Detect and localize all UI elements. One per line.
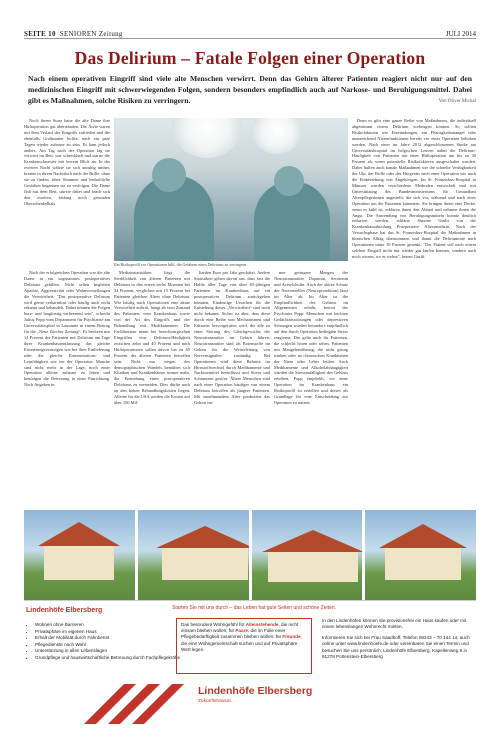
- article-column-4: [274, 270, 348, 506]
- surgery-photo: [114, 118, 348, 261]
- article-column-2: [114, 270, 190, 506]
- ad-photo-strip: [24, 510, 476, 600]
- brand-chevron-icon: [84, 676, 194, 724]
- surgical-lamp: [252, 118, 302, 154]
- list-item: • Unterstützung in allen Lebenslagen: [35, 648, 183, 655]
- advertisement: [24, 600, 476, 726]
- surgeon-head: [274, 166, 304, 196]
- ad-subbrand: Zukunftshäuser.: [198, 699, 233, 704]
- house-photo: [24, 510, 135, 600]
- list-item: • Privatsphäre im eigenen Haus: [35, 629, 183, 636]
- article-column-5: [352, 118, 476, 506]
- paragraph: liarden Euro pro Jahr geschätzt. Andere Statistiken gehen davon aus, dass fast die Hälfte aller Tage von über 65-jährigen Patienten im Krankenhaus auf ein postoperatives Delirium zurückgehen könnten. Eindeutige Ursachen für die Entstehung dieser „Verwirrtheit“ sind noch nicht bekannt. Sicher ist aber, dass diese durch eine Reihe von Mechanismen und Faktoren hervorgerufen wird, die alle zu einer Störung des Gleichgewichts der Neurotransmitter im Gehirn führen. Neurotransmitter sind als Botenstoffe im Gehirn für die Weiterleitung von Nervensignalen zuständig. Bei Operationen wird diese Balance im Hirnstoffwechsel durch Medikamente und Narkosemittel beeinflusst und Stress und Schmerzen gestört. Ältere Menschen sind nach einer Operation häufiger von einem Delirium betroffen als jüngere Patienten. Mit zunehmendem Alter produziert das Gehirn im-: [194, 270, 270, 405]
- article-title: Das Delirium – Fatale Folgen einer Operation: [74, 48, 426, 68]
- article-column-1: [24, 270, 110, 506]
- surgical-lamp: [172, 118, 242, 158]
- list-item: • Pflegedienste nach Wahl: [35, 642, 183, 649]
- box-highlight: Alleinstehende: [245, 622, 279, 627]
- list-item: • Grundpflege und hauswirtschaftliche Betreuung durch Fachpflegekräfte: [35, 655, 183, 662]
- box-text: , die im Falle einer Pflegebedürftigkeit zusammen bleiben wollen; für: [181, 628, 286, 640]
- article-column-1-top: [24, 118, 110, 261]
- surgeon-head: [152, 158, 186, 192]
- box-highlight: Paare: [235, 628, 248, 634]
- house-photo: [138, 510, 249, 600]
- paragraph: Nach der erfolgreichen Operation war die alte Dame in ein sogenanntes postoperatives Delirium gefallen. Nicht selten begleiten Apathie, Aggressivität oder Wahnvorstellungen die Verwirrtheit. "Das postoperative Delirium wird gerne verharmlost oder häufig auch nicht erkannt und behandelt. Dabei können die Folgen kurz- und langfristig verheerend sein", schreibt Julius Popp vom Department für Psychiatrie am Universitätsspital in Lausanne in einem Beitrag für die „Neue Zürcher Zeitung“. Es besitzen nur 14 Prozent der Patienten mit Delirium am Tage ihrer Krankenhausentlassung das gleiche Erinnerungsvermögen wie bei ihrer Einlieferung oder die gleiche Konzentrations- und Lernfähigkeit wie vor der Operation. Manche sind nicht mehr in der Lage, noch einer Operation alleine zuhause zu leben und benötigen die Betreuung in einer Einrichtung. Nach Angaben in: [24, 270, 110, 388]
- article-byline: Von Oliver Michal: [438, 99, 476, 104]
- ad-brand: Lindenhöfe Elbersberg: [198, 685, 313, 697]
- box-highlight: Freunde: [282, 634, 301, 640]
- publication-name: SENIOREN Zeitung: [59, 30, 123, 38]
- paragraph: Noch ihrem Sturz hatte die alte Dame ihre Hüftoperation gut überstanden. Die Ärzte waren mit dem Verlauf des Eingriffs zufrieden und die ebenfalls Großmutter hoffte, nach ein paar Tagen wieder zuhause zu sein. Es kam jedoch anders. Am Tag nach der Operation lag sie verwirrt im Bett, war schreckhaft und starrte die Krankenschwester mit leerem Blick an. In der zweiten Nacht wälzte sie sich unruhig umher, kramte in ihrem Nachttisch nach der Brille, ohne sie zu finden, hörte Stimmen und bedrohliche Gestalten begannen sie zu verfolgen. Die Dame floh aus dem Bett, stürzte dabei und brach sich den zweiten, bislang noch gesunden Oberschenkelhals.: [24, 118, 110, 206]
- paragraph: Denn es gibt eine ganze Reihe von Maßnahmen, die individuell abgestimmt einem Delirium vorbeugen können. So sollten Risikofaktoren wie Entzündungen, ein Flüssigkeitsmangel oder unzureichend Nierenfunktionen bereits vor einer Operation behoben werden. Nach einer im Jahre 2012 abgeschlossenen Studie am Universitätshospital im belgischen Leuven nahm die Delirium-Häufigkeit von Patienten mit einer Hüftoperation um bis zu 30 Prozent ab, wenn potentielle Risikofaktoren ausgeschaltet wurden. Dabei halfen auch banale Maßnahmen wie die schnelle Verfügbarkeit der Uhr, der Brille oder des Hörgeräts nach einer Operation wie auch die Einbeziehung von Angehörigen. Im St. Franziskus-Hospital in Münster wurden verschiedene Methoden entwickelt und mit Unterstützung des Bundesministeriums für Gesundheit Altenpflegerinnen angestellt, die sich vor, während und nach einer Operation um die Patienten kümmern. Sie bringen ihnen eine Decke, wenn es kühl ist, erklären ihnen den Ablauf und nehmen ihnen die Angst. Die Anwendung von Beruhigungsmitteln konnte deutlich reduziert werden, erklärte Simone Gurlit von der Krankenhausabteilung Präoperative Altersmedizin. Nach der Versuchsphase hat das St. Franziskus-Hospital die Maßnahmen in klinischen Alltag übernommen und damit die Deliriumrate nach Operationen unter 10 Prozent gesenkt. "Der Patient soll nach einem solchen Eingriff nicht nur wieder gut laufen können, sondern auch noch wissen, wo er wohnt", betont Gurlit.: [352, 118, 476, 259]
- page-header: [24, 26, 476, 39]
- house-photo: [252, 510, 363, 600]
- ad-contact: [322, 618, 476, 664]
- list-item: • Erhalt der Mobilität durch Fahrdienst: [35, 635, 183, 642]
- photo-caption: Ein Risikoprofil vor Operationen hilft, die Gefahren eines Deliriums zu verringern.: [114, 262, 248, 267]
- paragraph: mer geringere Mengen der Neurotransmitter Dopamin, Serotonin und Acetylcholin. Auch der aktive Schutz der Nervenzellen (Neuroprotektion) lässt im Alter ab. Im Alter ist die Empfindlichkeit des Gehirns im Allgemeinen erhöht, betont der Psychiater Popp. Menschen mit leichten Gedächtnisstörungen oder depressiven Störungen würden besonders empfindlich auf den durch Operation bedingten Stress reagieren. Das gelte auch für Patienten, die schlecht hören oder sehen, Patienten mit Mangelernährung, die nicht genug trinken oder an chronischen Krankheiten der Niere oder Leber leiden. Auch Medikamente und Alkoholabhängigkeit würden die Stressanfälligkeit des Gehirns erhöhen. Popp empfiehlt, vor einer Operation im Krankenhaus ein Risikoprofil zu erstellen und dieses als Grundlage für eine Entscheidung zur Operation zu nutzen.: [274, 270, 348, 405]
- article-lead: Nach einem operativen Eingriff sind viele alte Menschen verwirrt. Denn das Gehirn älterer Patienten reagiert nicht nur auf den medizinischen Eingriff mit schwerwiegenden Folgen, sondern besonders empfindlich auch auf Narkose- und Beruhigungsmittel. Dabei gibt es Maßnahmen, solche Risiken zu verringern.: [28, 74, 472, 105]
- contact-paragraph: Informieren Sie sich bei Frau Saadhoff, Telefon 09243 – 70 144 14, auch online unter www.lindenhoefe.de oder vereinbaren Sie einen Termin und besuchen Sie uns persönlich: Lindenhöfe Elbersberg, Kapellenweg 8 in 91278 Pottenstein-Elbersberg: [322, 634, 470, 660]
- ad-benefits-list: [26, 622, 183, 662]
- issue-date: JULI 2014: [445, 30, 476, 38]
- ad-logo: Lindenhöfe Elbersberg: [26, 607, 103, 614]
- ad-info-box: [176, 618, 312, 674]
- box-text: Das besondere Wohngefühl für: [181, 622, 245, 627]
- box-text: , die nicht einsam bleiben wollen; für: [181, 622, 299, 634]
- contact-paragraph: In den Lindenhöfen können Sie provisionsfrei ein Haus kaufen oder mit einem lebenslangen Wohnrecht mieten.: [322, 618, 467, 630]
- list-item: • Wohnen ohne Barrieren: [35, 622, 183, 629]
- house-photo: [365, 510, 476, 600]
- paragraph: Medizinstatistiken liegt die Sterblichkeit von älteren Patienten mit Delirium in den ersten sechs Monaten bei 34 Prozent, verglichen mit 15 Prozent bei Patienten gleichen Alters ohne Delirium. Wie häufig nach Operationen eine akute Verwirrtheit auftritt, hängt ab vom Zustand des Patienten, vom Krankenhaus sowie von der Art des Eingriffs und der Behandlung mit Medikamenten. Die Fachliteratur nennt bei herzchirurgischen Eingriffen eine Delirium-Häufigkeit zwischen zehn und 40 Prozent und nach Hüftoperationen sollen davon bis zu 65 Prozent der älteren Patienten betroffen sein. Nicht nur wegen des demographischen Wandels bemühen sich Kliniken und Krankenhäuser immer mehr, die Entstehung eines postoperativen Deliriums zu vermeiden. Dies dürfte auch an den hohen Behandlungskosten liegen. Alleine für die USA werden die Kosten auf über 100 Mil-: [114, 270, 190, 405]
- ad-slogan: Starten Sie mit uns durch – das Leben hat gute Seiten und schöne Zeiten.: [172, 605, 336, 611]
- box-text: , die eine Wohngemeinschaft suchen und auf Privatsphäre Wert legen.: [181, 634, 302, 652]
- page-number: SEITE 10 SENIOREN Zeitung: [24, 30, 123, 38]
- article-column-3: [194, 270, 270, 506]
